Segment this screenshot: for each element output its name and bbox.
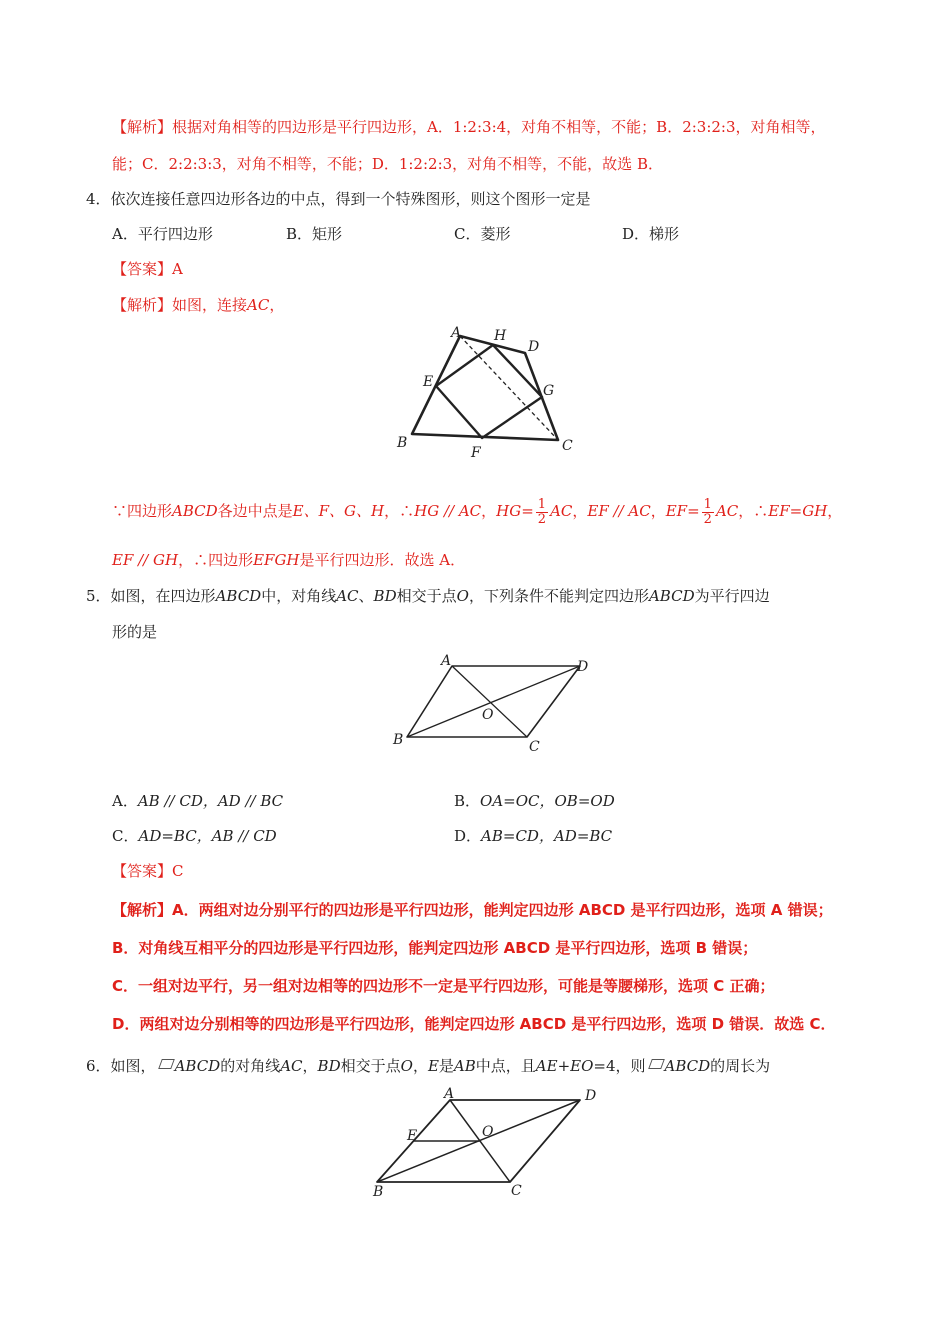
q5-answer xyxy=(112,860,184,882)
q6-stem-cond: AE+EO xyxy=(535,1057,594,1075)
q6-stem-bd: BD xyxy=(317,1057,341,1075)
q4-proof-ef-gh: EF=GH xyxy=(768,502,828,520)
q4-number: 4． xyxy=(86,190,111,208)
q6-stem-t6: 是 xyxy=(438,1057,454,1075)
q5-analysis-line4: D．两组对边分别相等的四边形是平行四边形，能判定四边形 ABCD 是平行四边形，选项 D 错误．故选 C． xyxy=(112,1015,836,1033)
q6-stem-t8: =4，则 xyxy=(593,1057,646,1075)
label-f: F xyxy=(471,445,481,461)
q5-option-c-text: AD=BC，AB // CD xyxy=(138,827,277,845)
q3-analysis-line2: 能；C．2:2:3:3，对角不相等，不能；D．1:2:2:3，对角不相等，不能，故选 B． xyxy=(112,155,663,173)
q4-stem xyxy=(86,188,591,210)
q4-proof-t3: ，∴ xyxy=(384,502,415,520)
label-e: E xyxy=(407,1128,418,1144)
q5-stem-t4: 相交于点 xyxy=(396,587,457,605)
label-g: G xyxy=(543,383,555,399)
q4-analysis-ac: AC xyxy=(247,296,270,314)
q4-proof-hg-eq: HG= xyxy=(496,502,534,520)
q5-option-b xyxy=(454,790,615,812)
q5-option-a xyxy=(112,790,283,812)
q5-stem-bd: BD xyxy=(373,587,397,605)
q6-stem-o: O xyxy=(400,1057,413,1075)
q6-stem-abcd2: ABCD xyxy=(664,1057,711,1075)
q5-stem-t2: 中，对角线 xyxy=(261,587,337,605)
frac-num: 1 xyxy=(703,496,712,512)
q4-proof-points: E、F、G、H xyxy=(292,502,385,520)
q4-analysis xyxy=(112,294,284,316)
q5-option-a-letter: A． xyxy=(112,792,138,810)
label-e: E xyxy=(423,374,434,390)
label-d: D xyxy=(585,1088,597,1104)
q4-proof-abcd: ABCD xyxy=(172,502,218,520)
q4-proof-l2d: 是平行四边形．故选 A． xyxy=(299,551,466,569)
q4-option-d: D．梯形 xyxy=(622,225,680,243)
frac-num: 1 xyxy=(537,496,547,512)
q4-proof-t7: ，∴ xyxy=(738,502,769,520)
fraction-half-1 xyxy=(536,498,548,527)
q5-option-b-letter: B． xyxy=(454,792,481,810)
q5-option-d-text: AB=CD，AD=BC xyxy=(481,827,613,845)
label-c: C xyxy=(529,739,540,755)
q4-proof-t1: ∵四边形 xyxy=(112,502,173,520)
label-c: C xyxy=(511,1183,522,1199)
label-b: B xyxy=(373,1184,384,1200)
q5-stem-abcd2: ABCD xyxy=(648,587,695,605)
q5-stem-line1 xyxy=(86,585,770,607)
q5-analysis-line3: C．一组对边平行，另一组对边相等的四边形不一定是平行四边形，可能是等腰梯形，选项 C 正确； xyxy=(112,977,775,995)
label-h: H xyxy=(494,328,507,344)
q5-analysis-line2: B．对角线互相平分的四边形是平行四边形，能判定四边形 ABCD 是平行四边形，选项 B 错误； xyxy=(112,939,758,957)
frac-den: 2 xyxy=(703,511,712,527)
q4-proof-hg-parallel: HG // AC xyxy=(414,502,482,520)
q6-stem-t3: ， xyxy=(302,1057,318,1075)
q4-analysis-tag: 【解析】 xyxy=(112,296,173,314)
diagonal-ac xyxy=(452,666,527,737)
label-b: B xyxy=(397,435,408,451)
q5-answer-value: C xyxy=(172,862,184,880)
q4-option-c: C．菱形 xyxy=(454,225,511,243)
q4-option-b: B．矩形 xyxy=(286,225,343,243)
q5-stem-t3: 、 xyxy=(358,587,374,605)
q6-figure xyxy=(365,1080,605,1205)
q5-stem-t1: 如图，在四边形 xyxy=(110,587,216,605)
q5-answer-tag: 【答案】 xyxy=(112,862,173,880)
q4-answer xyxy=(112,258,183,280)
q5-option-b-text: OA=OC，OB=OD xyxy=(480,792,615,810)
q4-proof-ac: AC xyxy=(550,502,573,520)
parallelogram-icon xyxy=(648,1059,665,1069)
fraction-half-2 xyxy=(702,498,714,527)
q4-analysis-lead: 如图，连接 xyxy=(172,296,248,314)
q6-stem-ac: AC xyxy=(280,1057,303,1075)
label-c: C xyxy=(562,438,573,454)
label-d: D xyxy=(577,659,589,675)
q4-proof-ac2: AC xyxy=(715,502,739,520)
q4-proof-t2: 各边中点是 xyxy=(217,502,293,520)
q4-figure xyxy=(390,320,590,465)
q3-analysis-line1: 【解析】根据对角相等的四边形是平行四边形，A．1:2:3:4，对角不相等，不能；B．2:3:2:3，对角相等， xyxy=(112,118,826,136)
q6-stem-ab: AB xyxy=(453,1057,476,1075)
label-a: A xyxy=(451,325,462,341)
q6-stem-t1: 如图， xyxy=(110,1057,156,1075)
q4-proof-efgh-parallel: EF // GH xyxy=(112,551,179,569)
q5-option-c-letter: C． xyxy=(112,827,139,845)
q6-stem-t5: ， xyxy=(412,1057,428,1075)
q5-option-d xyxy=(454,825,612,847)
label-d: D xyxy=(528,339,540,355)
frac-den: 2 xyxy=(537,511,547,527)
parallelogram-icon xyxy=(158,1059,175,1069)
q5-figure xyxy=(385,650,595,755)
q5-stem-t6: 为平行四边 xyxy=(694,587,770,605)
q4-proof-t5: ， xyxy=(572,502,588,520)
q5-option-a-text: AB // CD，AD // BC xyxy=(137,792,284,810)
q4-proof-l2b: ，∴四边形 xyxy=(178,551,254,569)
q4-proof-efgh: EFGH xyxy=(253,551,300,569)
q4-proof-ef-parallel: EF // AC xyxy=(587,502,651,520)
q5-stem-line2: 形的是 xyxy=(112,623,158,641)
q6-stem-abcd: ABCD xyxy=(174,1057,221,1075)
label-o: O xyxy=(482,707,494,723)
q4-answer-value: A xyxy=(172,260,183,278)
q4-proof-t6: ， xyxy=(650,502,666,520)
q4-answer-tag: 【答案】 xyxy=(112,260,173,278)
q4-proof-t8: ， xyxy=(827,502,843,520)
q4-proof-line2 xyxy=(112,549,465,571)
q4-stem-text: 依次连接任意四边形各边的中点，得到一个特殊图形，则这个图形一定是 xyxy=(110,190,591,208)
label-a: A xyxy=(444,1086,455,1102)
label-a: A xyxy=(441,653,452,669)
q6-stem-t9: 的周长为 xyxy=(710,1057,771,1075)
q6-stem-t4: 相交于点 xyxy=(340,1057,401,1075)
label-b: B xyxy=(393,732,404,748)
q4-proof-line1 xyxy=(112,496,842,527)
q6-stem xyxy=(86,1055,770,1077)
q5-stem-o: O xyxy=(456,587,469,605)
q6-stem-t7: 中点，且 xyxy=(475,1057,536,1075)
q4-proof-ef-eq: EF= xyxy=(665,502,700,520)
q6-number: 6． xyxy=(86,1057,111,1075)
q4-proof-t4: ， xyxy=(481,502,497,520)
q5-stem-ac: AC xyxy=(336,587,359,605)
q4-option-a: A．平行四边形 xyxy=(112,225,213,243)
q5-analysis-line1: 【解析】A．两组对边分别平行的四边形是平行四边形，能判定四边形 ABCD 是平行四边形，选项 A 错误； xyxy=(112,901,833,919)
q5-stem-abcd: ABCD xyxy=(215,587,262,605)
q5-number: 5． xyxy=(86,587,111,605)
q4-analysis-comma: ， xyxy=(269,296,285,314)
q6-stem-t2: 的对角线 xyxy=(220,1057,281,1075)
q5-option-c xyxy=(112,825,277,847)
q6-stem-e: E xyxy=(427,1057,439,1075)
label-o: O xyxy=(482,1124,494,1140)
q5-stem-t5: ，下列条件不能判定四边形 xyxy=(468,587,649,605)
q5-option-d-letter: D． xyxy=(454,827,482,845)
